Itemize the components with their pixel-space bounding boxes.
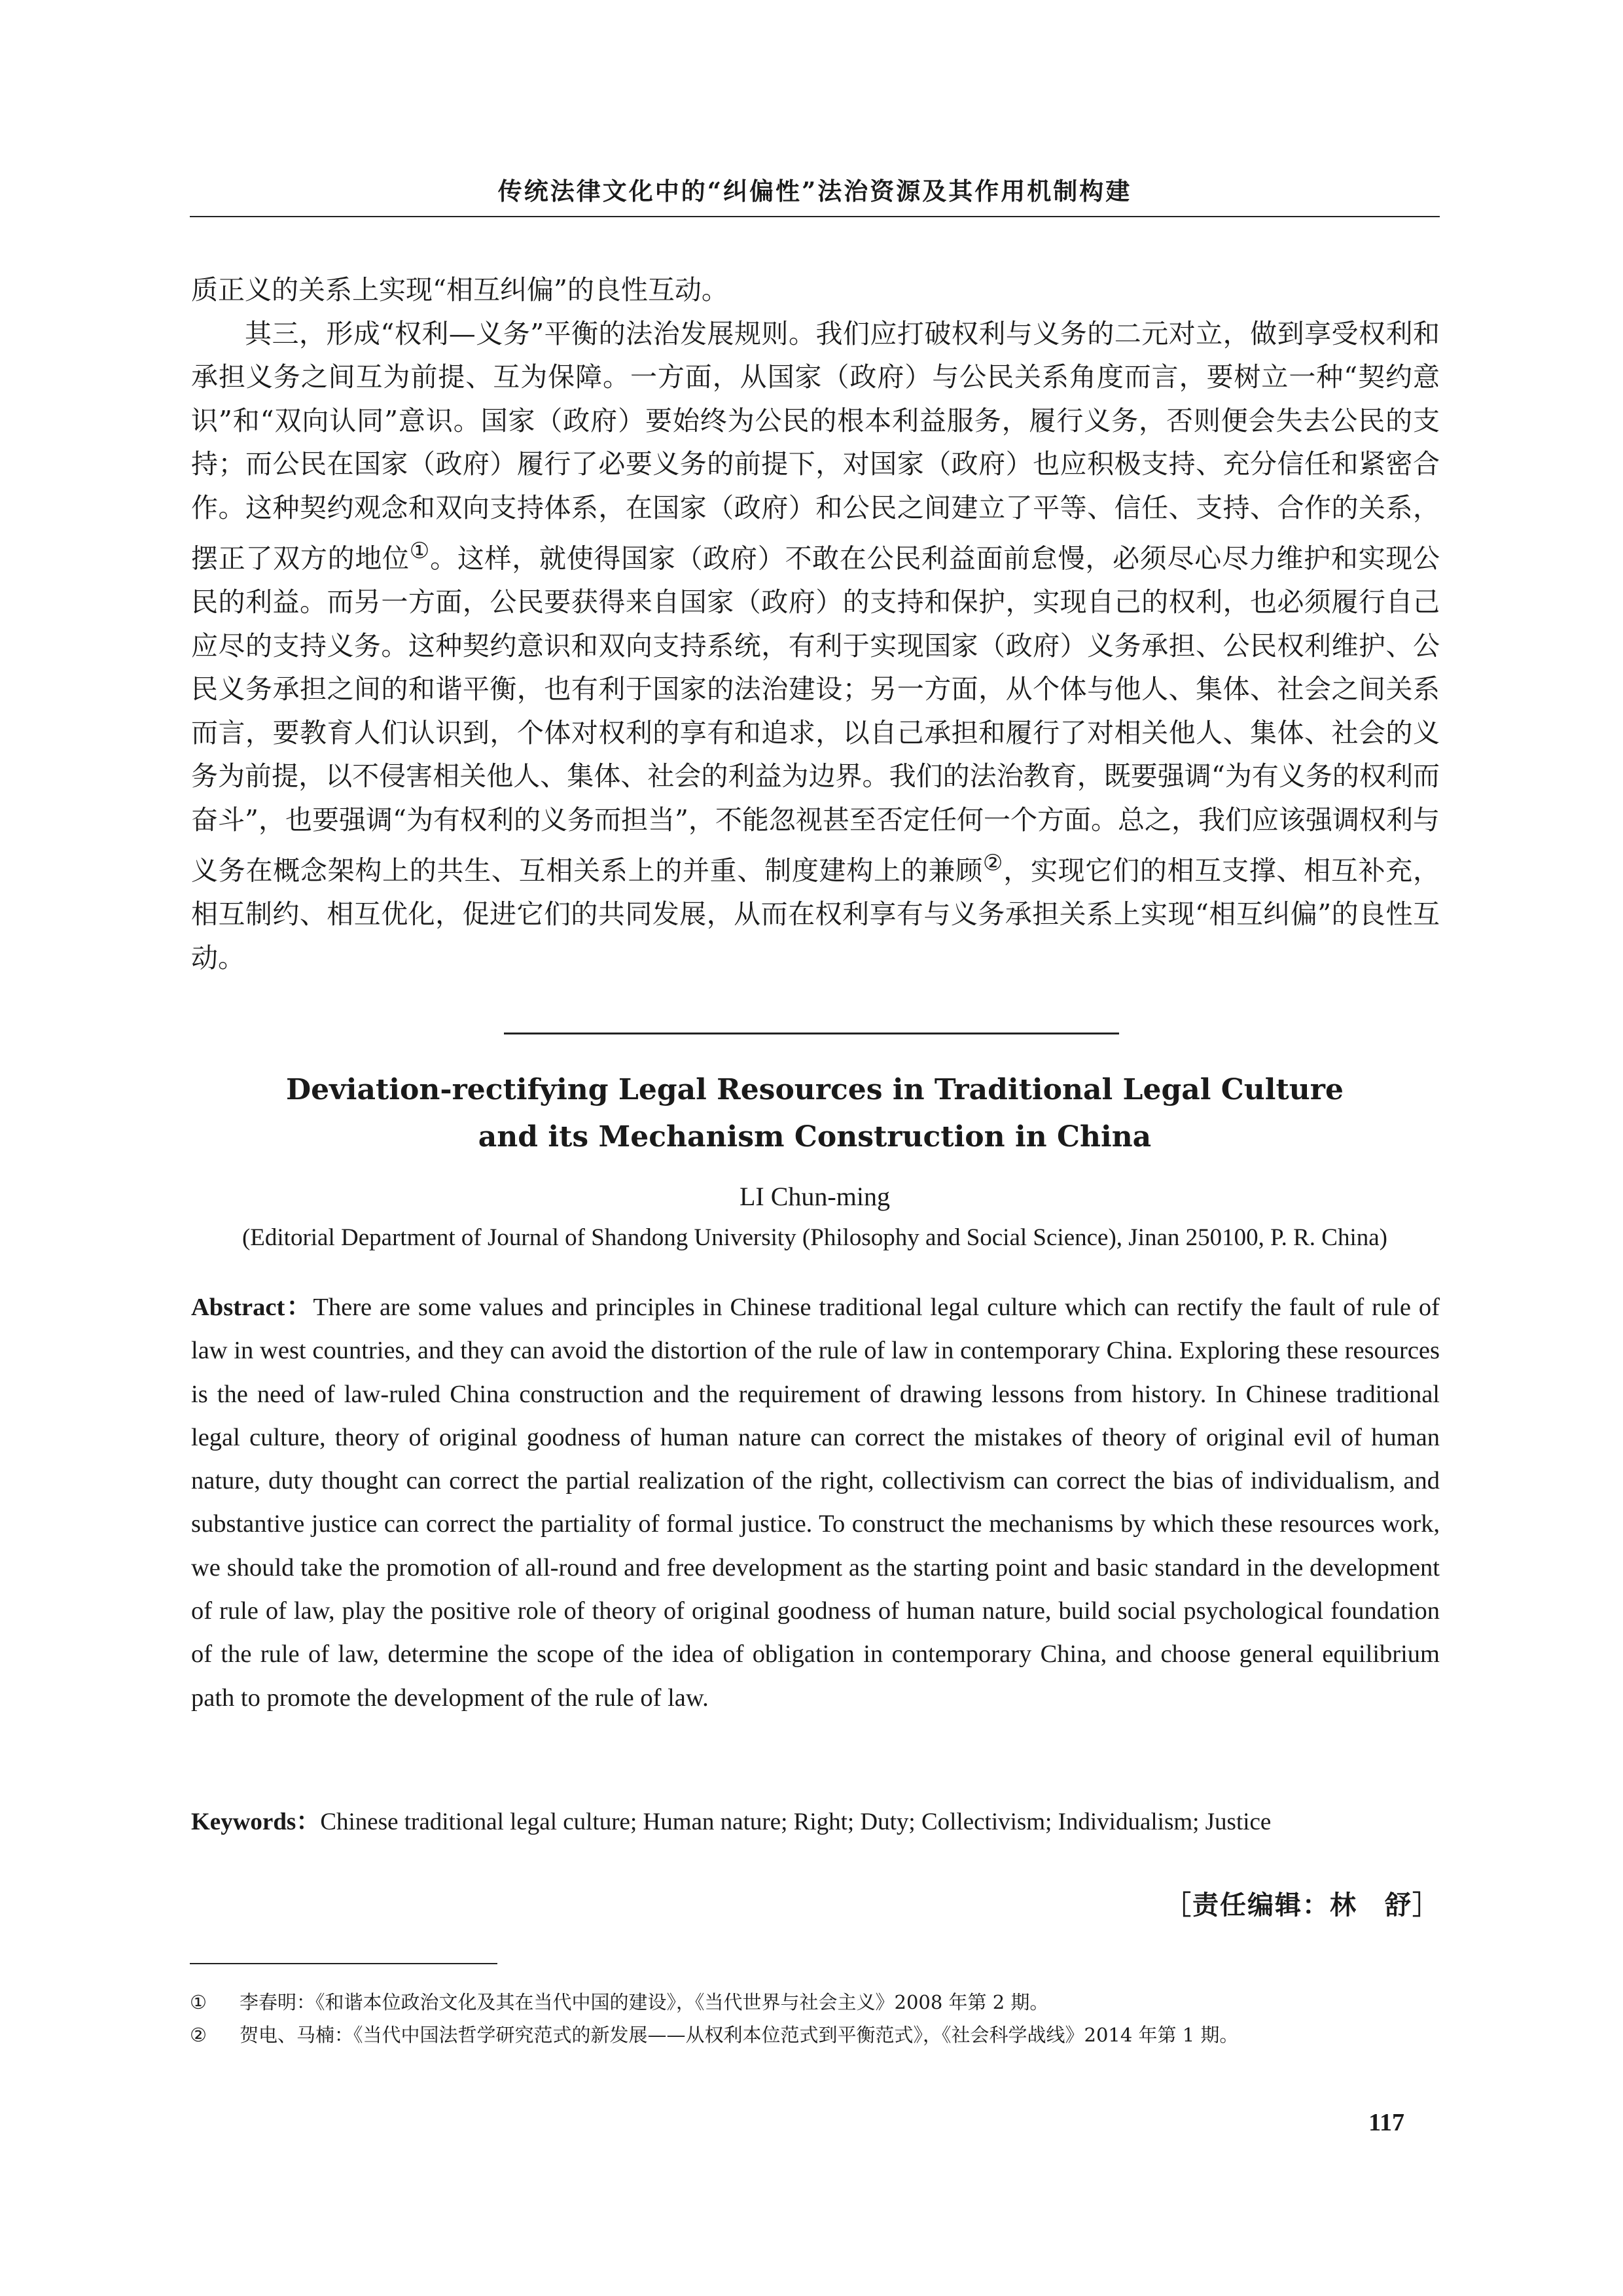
body-paragraph-2-part-b: 。这样，就使得国家（政府）不敢在公民利益面前怠慢，必须尽心尽力维护和实现公民的利益。而另一方面，公民要获得来自国家（政府）的支持和保护，实现自己的权利，也必须履行自己应尽的支持义务。这种契约意识和双向支持系统，有利于实现国家（政府）义务承担、公民权利维护、公民义务承担之间的和谐平衡，也有利于国家的法治建设；另一方面，从个体与他人、集体、社会之间关系而言，要教育人们认识到，个体对权利的享有和追求，以自己承担和履行了对相关他人、集体、社会的义务为前提，以不侵害相关他人、集体、社会的利益为边界。我们的法治教育，既要强调“为有义务的权利而奋斗”，也要强调“为有权利的义务而担当”，不能忽视甚至否定任何一个方面。总之，我们应该强调权利与义务在概念架构上的共生、互相关系上的并重、制度建构上的兼顾 [191,542,1440,887]
english-title [190,1067,1440,1161]
body-paragraph-2 [191,312,1440,980]
english-title-line-2: and its Mechanism Construction in China [478,1120,1152,1154]
body-paragraph-2-part-a: 其三，形成“权利—义务”平衡的法治发展规则。我们应打破权利与义务的二元对立，做到享受权利和承担义务之间互为前提、互为保障。一方面，从国家（政府）与公民关系角度而言，要树立一种“契约意识”和“双向认同”意识。国家（政府）要始终为公民的根本利益服务，履行义务，否则便会失去公民的支持；而公民在国家（政府）履行了必要义务的前提下，对国家（政府）也应积极支持、充分信任和紧密合作。这种契约观念和双向支持体系，在国家（政府）和公民之间建立了平等、信任、支持、合作的关系，摆正了双方的地位 [191,317,1440,574]
running-header: 传统法律文化中的“纠偏性”法治资源及其作用机制构建 [497,177,1132,205]
keywords-label: Keywords： [191,1809,321,1835]
footnote-1-text: 李春明：《和谐本位政治文化及其在当代中国的建设》，《当代世界与社会主义》2008 年第 2 期。 [240,1991,1049,2013]
abstract-text: There are some values and principles in Chinese traditional legal culture which can rectify the fault of rule of law in west countries, and they can avoid the distortion of the rule of law in contemporary China. Exploring these resources is the need of law-ruled China construction and the requirement of drawing lessons from history. In Chinese traditional legal culture, theory of original goodness of human nature can correct the mistakes of theory of original evil of human nature, duty thought can correct the partial realization of the right, collectivism can correct the bias of individualism, and substantive justice can correct the partiality of formal justice. To construct the mechanisms by which these resources work, we should take the promotion of all-round and free development as the starting point and basic standard in the development of rule of law, play the positive role of theory of original goodness of human nature, build social psychological foundation of the rule of law, determine the scope of the idea of obligation in contemporary China, and choose general equilibrium path to promote the development of the rule of law. [191,1294,1440,1712]
footnote-ref-1[interactable]: ① [409,538,431,564]
footnote-rule [190,1963,497,1964]
english-keywords [191,1806,1440,1839]
body-paragraph-2-part-c: ，实现它们的相互支撑、相互补充，相互制约、相互优化，促进它们的共同发展，从而在权利享有与义务承担关系上实现“相互纠偏”的良性互动。 [191,855,1440,974]
footnote-2-mark: ② [190,2024,207,2046]
body-text [191,268,1440,980]
abstract-label: Abstract： [191,1294,313,1321]
keywords-text: Chinese traditional legal culture; Human nature; Right; Duty; Collectivism; Individualism; Justice [320,1809,1272,1835]
header-rule [190,216,1440,217]
section-separator [504,1033,1119,1034]
responsible-editor: ［责任编辑：林 舒］ [1165,1890,1440,1920]
footnotes [190,1986,1440,2051]
footnote-1 [190,1986,1440,2019]
footnote-ref-2[interactable]: ② [982,850,1004,877]
body-paragraph-1: 质正义的关系上实现“相互纠偏”的良性互动。 [191,274,728,306]
footnote-2 [190,2019,1440,2051]
page-number: 117 [1368,2109,1404,2136]
footnote-1-mark: ① [190,1991,207,2013]
english-title-line-1: Deviation-rectifying Legal Resources in Traditional Legal Culture [286,1073,1344,1106]
footnote-2-text: 贺电、马楠：《当代中国法哲学研究范式的新发展——从权利本位范式到平衡范式》，《社会科学战线》2014 年第 1 期。 [240,2024,1239,2046]
english-abstract [191,1286,1440,1720]
english-affiliation: (Editorial Department of Journal of Shandong University (Philosophy and Social Science), Jinan 250100, P. R. China) [241,1224,1388,1251]
english-author: LI Chun-ming [740,1182,890,1211]
